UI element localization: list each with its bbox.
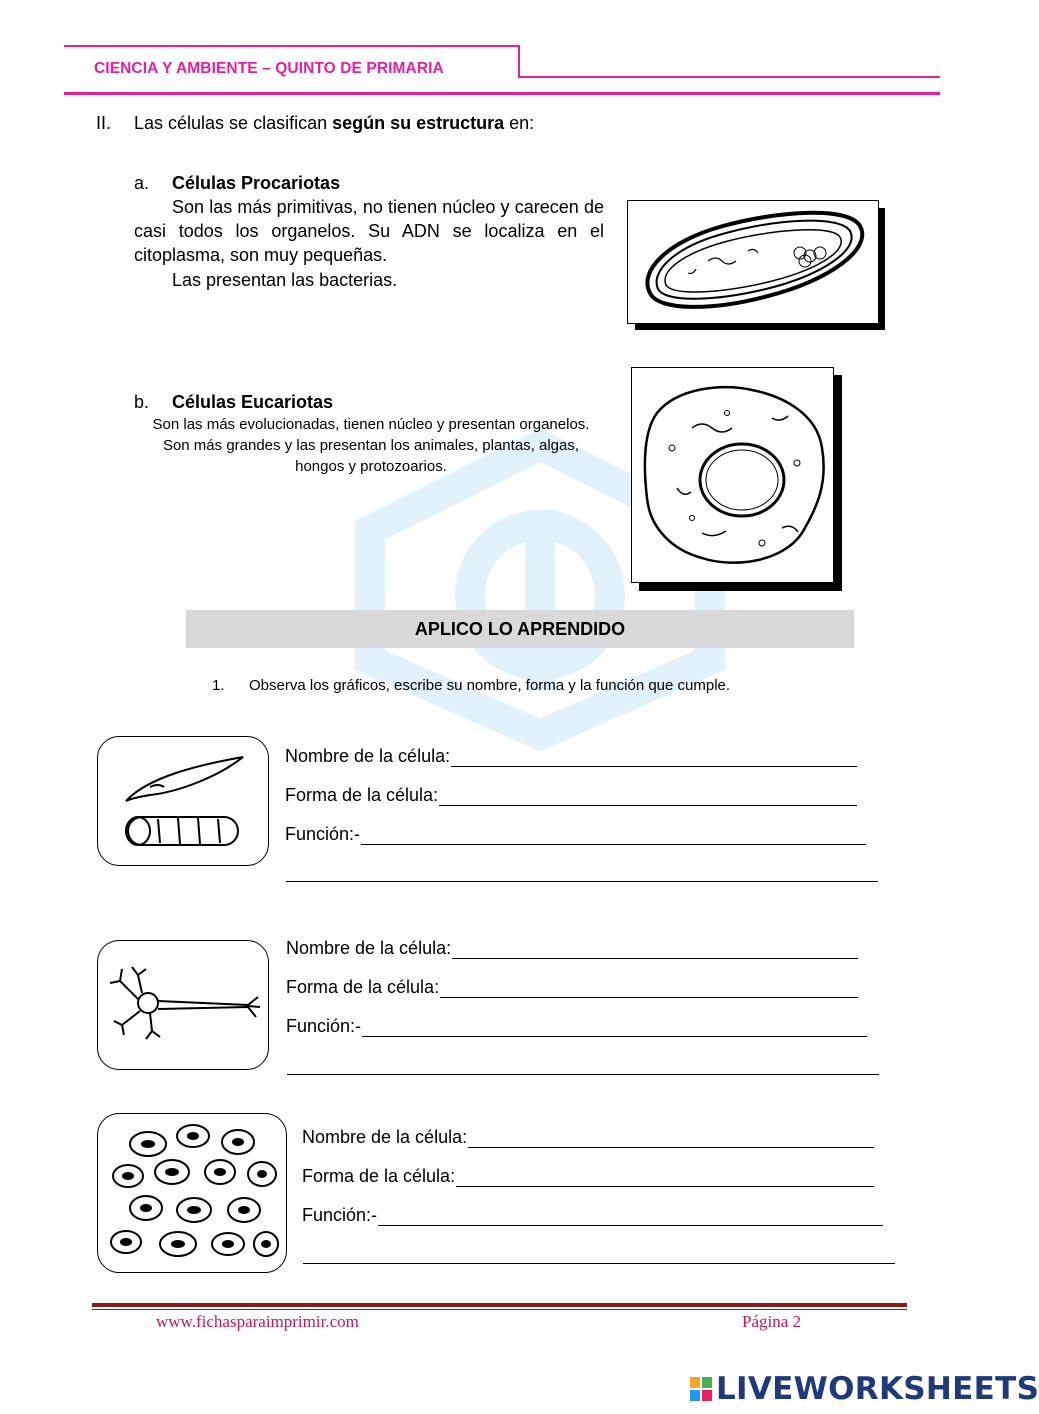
footer-page-number: Página 2 [742, 1312, 802, 1331]
card1-function-line[interactable] [361, 826, 866, 845]
card1-shape-line[interactable] [439, 787, 857, 806]
card3-extra-line[interactable] [303, 1263, 895, 1264]
blood-cells-image [98, 1114, 286, 1272]
eukaryotes-title: Células Eucariotas [172, 392, 334, 412]
card1-shape-row: Forma de la célula: [285, 785, 857, 806]
instruction-text: Observa los gráficos, escribe su nombre, forma y la función que cumple. [249, 677, 731, 694]
card2-extra-line[interactable] [287, 1074, 879, 1075]
header-bottom-rule [64, 92, 940, 95]
header-top-rule [64, 45, 520, 47]
card2-shape-row: Forma de la célula: [286, 977, 858, 998]
card2-name-row: Nombre de la célula: [286, 938, 858, 959]
card2-name-line[interactable] [452, 940, 858, 959]
card2-function-line[interactable] [362, 1018, 867, 1037]
card3-name-row: Nombre de la célula: [302, 1127, 874, 1148]
card1-name-line[interactable] [451, 748, 857, 767]
activity-banner: APLICO LO APRENDIDO [186, 610, 854, 648]
eukaryotes-text: Son las más evolucionadas, tienen núcleo y presentan organelos. Son más grandes y las presentan los animales, plantas, algas, hongos y protozoarios. [152, 416, 590, 475]
card1-extra-line[interactable] [286, 881, 878, 882]
card3-name-line[interactable] [468, 1129, 874, 1148]
header-right-rule [518, 76, 940, 78]
eukaryote-cell-image [631, 367, 834, 583]
instruction-number: 1. [212, 677, 225, 694]
neuron-image [98, 941, 268, 1069]
prokaryotes-text: Son las más primitivas, no tienen núcleo y carecen de casi todos los organelos. Su ADN se localiza en el citoplasma, son muy pequeñas. [134, 197, 604, 265]
card1-name-row: Nombre de la célula: [285, 746, 857, 767]
prokaryotes-letter: a. [134, 173, 150, 193]
card3-function-row: Función:- [302, 1205, 883, 1226]
prokaryotes-text2: Las presentan las bacterias. [172, 270, 398, 290]
card2-shape-line[interactable] [440, 979, 858, 998]
eukaryotes-letter: b. [134, 392, 150, 412]
liveworksheets-brand[interactable]: LIVEWORKSHEETS [716, 1371, 1039, 1407]
muscle-cells-card [97, 736, 269, 866]
card3-shape-line[interactable] [456, 1168, 874, 1187]
blood-cells-card [97, 1113, 287, 1273]
prokaryotes-title: Células Procariotas [172, 173, 341, 193]
card1-function-row: Función:- [285, 824, 866, 845]
neuron-card [97, 940, 269, 1070]
card3-function-line[interactable] [378, 1207, 883, 1226]
card2-function-row: Función:- [286, 1016, 867, 1037]
section-numeral: II. [96, 113, 112, 133]
footer-rule-thick [92, 1303, 907, 1307]
footer-website[interactable]: www.fichasparaimprimir.com [156, 1312, 359, 1331]
muscle-cells-image [98, 737, 268, 865]
footer-rule-thin [92, 1309, 907, 1310]
card3-shape-row: Forma de la célula: [302, 1166, 874, 1187]
section-intro: Las células se clasifican según su estructura en: [134, 113, 535, 133]
liveworksheets-logo-icon [690, 1377, 712, 1401]
header-title: CIENCIA Y AMBIENTE – QUINTO DE PRIMARIA [94, 60, 444, 77]
prokaryote-cell-image [627, 200, 879, 324]
header-step-rule [518, 45, 520, 77]
